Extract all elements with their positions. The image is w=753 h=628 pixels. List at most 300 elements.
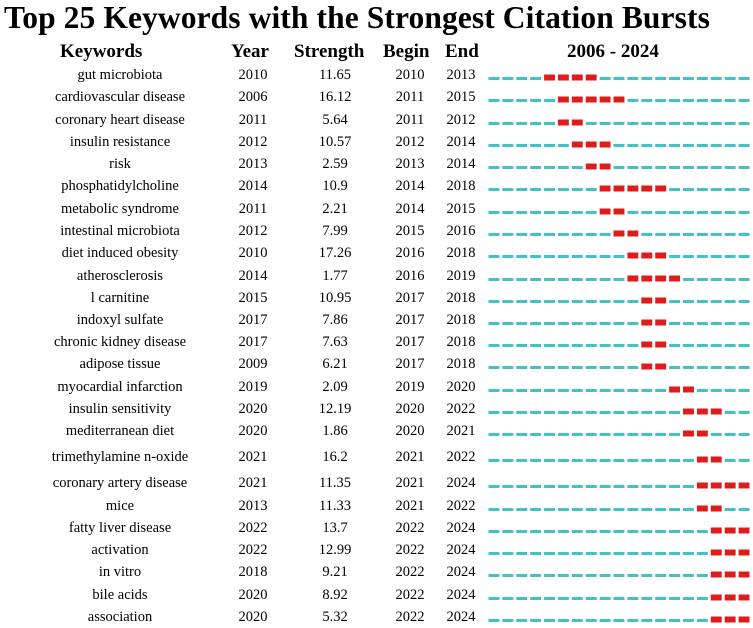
- burst-segment: [655, 253, 666, 259]
- cell-end: 2013: [446, 67, 476, 83]
- cell-year: 2014: [238, 178, 268, 194]
- timeline-segment: [683, 574, 694, 577]
- timeline-segment: [669, 300, 680, 303]
- timeline-segment: [572, 166, 583, 169]
- cell-begin: 2020: [395, 401, 425, 417]
- cell-strength: 11.35: [318, 475, 352, 491]
- timeline-segment: [627, 344, 638, 347]
- timeline-segment: [683, 508, 694, 511]
- timeline-segment: [683, 552, 694, 555]
- timeline-segment: [669, 166, 680, 169]
- timeline-segment: [627, 144, 638, 147]
- burst-segment: [558, 120, 569, 126]
- cell-strength: 12.19: [318, 401, 352, 417]
- burst-segment: [697, 431, 708, 437]
- timeline-segment: [502, 255, 513, 258]
- timeline-segment: [725, 144, 736, 147]
- timeline-segment: [544, 122, 555, 125]
- timeline-segment: [586, 366, 597, 369]
- timeline-segment: [627, 459, 638, 462]
- cell-year: 2020: [238, 401, 268, 417]
- cell-year: 2010: [238, 245, 268, 261]
- timeline-segment: [614, 366, 625, 369]
- cell-year: 2020: [238, 423, 268, 439]
- timeline-segment: [739, 322, 750, 325]
- burst-segment: [725, 483, 736, 489]
- cell-year: 2020: [238, 587, 268, 603]
- cell-begin: 2010: [395, 67, 425, 83]
- cell-strength: 10.95: [318, 290, 352, 306]
- cell-year: 2017: [238, 312, 268, 328]
- timeline-segment: [544, 552, 555, 555]
- timeline-segment: [516, 459, 527, 462]
- timeline-segment: [655, 459, 666, 462]
- timeline-segment: [627, 389, 638, 392]
- cell-year: 2021: [238, 449, 268, 465]
- timeline-segment: [697, 619, 708, 622]
- timeline-segment: [558, 433, 569, 436]
- timeline-segment: [669, 144, 680, 147]
- burst-segment: [683, 387, 694, 393]
- cell-keyword: intestinal microbiota: [60, 223, 180, 239]
- timeline-segment: [516, 300, 527, 303]
- timeline-segment: [627, 619, 638, 622]
- timeline-segment: [544, 619, 555, 622]
- timeline-segment: [489, 144, 500, 147]
- timeline-segment: [544, 99, 555, 102]
- timeline-segment: [544, 188, 555, 191]
- timeline-segment: [502, 233, 513, 236]
- cell-strength: 2.21: [322, 201, 348, 217]
- burst-segment: [711, 550, 722, 556]
- timeline-segment: [669, 459, 680, 462]
- burst-segment: [655, 186, 666, 192]
- cell-keyword: cardiovascular disease: [54, 89, 186, 105]
- timeline-segment: [641, 459, 652, 462]
- cell-strength: 17.26: [318, 245, 352, 261]
- timeline-segment: [627, 574, 638, 577]
- cell-end: 2018: [446, 334, 476, 350]
- timeline-segment: [544, 166, 555, 169]
- timeline-segment: [489, 389, 500, 392]
- cell-end: 2015: [446, 201, 476, 217]
- cell-begin: 2013: [395, 156, 425, 172]
- timeline-segment: [683, 619, 694, 622]
- burst-segment: [669, 276, 680, 282]
- burst-segment: [586, 97, 597, 103]
- cell-end: 2014: [446, 156, 476, 172]
- timeline-segment: [502, 530, 513, 533]
- timeline-segment: [544, 366, 555, 369]
- cell-keyword: risk: [109, 156, 131, 172]
- timeline-segment: [516, 144, 527, 147]
- cell-end: 2024: [446, 587, 476, 603]
- timeline-segment: [739, 77, 750, 80]
- burst-segment: [697, 409, 708, 415]
- timeline-segment: [544, 485, 555, 488]
- burst-segment: [711, 617, 722, 623]
- timeline-segment: [655, 411, 666, 414]
- timeline-segment: [600, 366, 611, 369]
- timeline-segment: [614, 530, 625, 533]
- burst-segment: [627, 186, 638, 192]
- timeline-segment: [711, 433, 722, 436]
- timeline-segment: [614, 411, 625, 414]
- timeline-segment: [697, 366, 708, 369]
- timeline-segment: [558, 574, 569, 577]
- timeline-segment: [516, 433, 527, 436]
- cell-year: 2018: [238, 564, 268, 580]
- cell-keyword: association: [87, 609, 153, 625]
- timeline-segment: [655, 166, 666, 169]
- header-year: Year: [231, 41, 269, 62]
- burst-segment: [711, 409, 722, 415]
- timeline-segment: [489, 99, 500, 102]
- timeline-segment: [586, 255, 597, 258]
- timeline-segment: [711, 166, 722, 169]
- burst-segment: [586, 164, 597, 170]
- timeline-segment: [600, 597, 611, 600]
- cell-year: 2017: [238, 334, 268, 350]
- timeline-segment: [739, 166, 750, 169]
- timeline-segment: [572, 366, 583, 369]
- timeline-segment: [641, 485, 652, 488]
- timeline-segment: [586, 552, 597, 555]
- timeline-segment: [669, 530, 680, 533]
- timeline-segment: [697, 255, 708, 258]
- cell-end: 2020: [446, 379, 476, 395]
- timeline-segment: [558, 459, 569, 462]
- timeline-segment: [655, 122, 666, 125]
- timeline-segment: [739, 211, 750, 214]
- timeline-segment: [669, 508, 680, 511]
- cell-strength: 13.7: [322, 520, 348, 536]
- timeline-segment: [655, 485, 666, 488]
- timeline-segment: [697, 278, 708, 281]
- timeline-segment: [669, 619, 680, 622]
- timeline-segment: [683, 144, 694, 147]
- timeline-segment: [739, 278, 750, 281]
- timeline-segment: [558, 552, 569, 555]
- timeline-segment: [558, 255, 569, 258]
- timeline-segment: [502, 485, 513, 488]
- timeline-segment: [711, 77, 722, 80]
- timeline-segment: [641, 508, 652, 511]
- timeline-segment: [600, 552, 611, 555]
- timeline-segment: [516, 278, 527, 281]
- timeline-segment: [600, 122, 611, 125]
- timeline-segment: [502, 322, 513, 325]
- timeline-segment: [627, 485, 638, 488]
- cell-begin: 2017: [395, 334, 425, 350]
- burst-segment: [600, 186, 611, 192]
- timeline-segment: [739, 389, 750, 392]
- timeline-segment: [683, 366, 694, 369]
- burst-segment: [655, 320, 666, 326]
- timeline-segment: [669, 233, 680, 236]
- cell-begin: 2022: [395, 542, 425, 558]
- timeline-segment: [711, 188, 722, 191]
- burst-segment: [655, 342, 666, 348]
- burst-segment: [600, 97, 611, 103]
- timeline-segment: [725, 366, 736, 369]
- burst-segment: [655, 276, 666, 282]
- burst-segment: [739, 528, 750, 534]
- timeline-segment: [669, 366, 680, 369]
- timeline-segment: [711, 278, 722, 281]
- timeline-segment: [572, 597, 583, 600]
- burst-segment: [558, 75, 569, 81]
- burst-segment: [627, 276, 638, 282]
- cell-year: 2022: [238, 520, 268, 536]
- cell-strength: 2.59: [322, 156, 348, 172]
- timeline-segment: [641, 77, 652, 80]
- timeline-segment: [489, 322, 500, 325]
- timeline-segment: [530, 597, 541, 600]
- burst-segment: [641, 320, 652, 326]
- timeline-segment: [683, 485, 694, 488]
- timeline-segment: [572, 508, 583, 511]
- timeline-segment: [725, 166, 736, 169]
- timeline-segment: [739, 255, 750, 258]
- timeline-segment: [739, 233, 750, 236]
- timeline-segment: [489, 300, 500, 303]
- cell-begin: 2021: [395, 449, 425, 465]
- burst-segment: [725, 550, 736, 556]
- cell-keyword: mediterranean diet: [65, 423, 175, 439]
- timeline-segment: [725, 211, 736, 214]
- cell-keyword: insulin sensitivity: [68, 401, 172, 417]
- timeline-segment: [489, 278, 500, 281]
- timeline-segment: [669, 552, 680, 555]
- timeline-segment: [600, 433, 611, 436]
- burst-segment: [641, 186, 652, 192]
- timeline-segment: [614, 552, 625, 555]
- cell-strength: 16.2: [322, 449, 348, 465]
- cell-keyword: coronary artery disease: [52, 475, 188, 491]
- cell-strength: 12.99: [318, 542, 352, 558]
- timeline-segment: [558, 322, 569, 325]
- timeline-segment: [725, 459, 736, 462]
- timeline-segment: [489, 344, 500, 347]
- timeline-segment: [586, 344, 597, 347]
- timeline-segment: [614, 322, 625, 325]
- cell-year: 2020: [238, 609, 268, 625]
- timeline-segment: [530, 366, 541, 369]
- timeline-segment: [669, 255, 680, 258]
- timeline-segment: [669, 77, 680, 80]
- timeline-segment: [516, 188, 527, 191]
- timeline-segment: [544, 433, 555, 436]
- timeline-segment: [711, 233, 722, 236]
- burst-segment: [614, 186, 625, 192]
- timeline-segment: [572, 530, 583, 533]
- cell-keyword: myocardial infarction: [57, 379, 183, 395]
- timeline-segment: [627, 366, 638, 369]
- timeline-segment: [530, 508, 541, 511]
- timeline-segment: [669, 597, 680, 600]
- cell-strength: 6.21: [322, 356, 348, 372]
- timeline-segment: [641, 166, 652, 169]
- cell-end: 2018: [446, 178, 476, 194]
- timeline-segment: [725, 300, 736, 303]
- cell-keyword: activation: [91, 542, 149, 558]
- timeline-segment: [669, 322, 680, 325]
- timeline-segment: [614, 485, 625, 488]
- timeline-segment: [683, 211, 694, 214]
- timeline-segment: [627, 77, 638, 80]
- timeline-segment: [544, 144, 555, 147]
- burst-segment: [572, 97, 583, 103]
- timeline-segment: [544, 322, 555, 325]
- timeline-segment: [489, 188, 500, 191]
- timeline-segment: [502, 77, 513, 80]
- chart-title: Top 25 Keywords with the Strongest Citation Bursts: [4, 0, 710, 35]
- cell-strength: 16.12: [318, 89, 352, 105]
- timeline-segment: [669, 211, 680, 214]
- timeline-segment: [627, 211, 638, 214]
- timeline-segment: [586, 300, 597, 303]
- cell-end: 2024: [446, 542, 476, 558]
- timeline-segment: [614, 597, 625, 600]
- cell-keyword: metabolic syndrome: [61, 201, 179, 217]
- burst-segment: [683, 431, 694, 437]
- burst-segment: [725, 617, 736, 623]
- timeline-segment: [683, 188, 694, 191]
- timeline-segment: [614, 433, 625, 436]
- timeline-segment: [600, 508, 611, 511]
- timeline-segment: [502, 188, 513, 191]
- timeline-segment: [627, 411, 638, 414]
- timeline-segment: [627, 300, 638, 303]
- timeline-segment: [627, 530, 638, 533]
- timeline-segment: [558, 188, 569, 191]
- cell-keyword: in vitro: [98, 564, 142, 580]
- cell-end: 2021: [446, 423, 476, 439]
- timeline-segment: [572, 619, 583, 622]
- timeline-segment: [502, 411, 513, 414]
- timeline-segment: [572, 552, 583, 555]
- timeline-segment: [572, 278, 583, 281]
- timeline-segment: [516, 99, 527, 102]
- cell-strength: 1.86: [322, 423, 348, 439]
- timeline-segment: [516, 411, 527, 414]
- timeline-segment: [669, 485, 680, 488]
- timeline-segment: [572, 433, 583, 436]
- timeline-segment: [586, 597, 597, 600]
- header-end: End: [445, 41, 479, 62]
- timeline-segment: [530, 188, 541, 191]
- timeline-segment: [586, 389, 597, 392]
- timeline-segment: [516, 77, 527, 80]
- timeline-segment: [683, 99, 694, 102]
- cell-end: 2022: [446, 401, 476, 417]
- timeline-segment: [739, 144, 750, 147]
- timeline-segment: [627, 122, 638, 125]
- burst-segment: [725, 528, 736, 534]
- cell-year: 2013: [238, 498, 268, 514]
- header-keywords: Keywords: [60, 41, 143, 62]
- timeline-segment: [544, 574, 555, 577]
- timeline-segment: [544, 344, 555, 347]
- timeline-segment: [502, 278, 513, 281]
- burst-segment: [641, 342, 652, 348]
- cell-end: 2014: [446, 134, 476, 150]
- timeline-segment: [627, 508, 638, 511]
- timeline-segment: [516, 366, 527, 369]
- burst-segment: [572, 142, 583, 148]
- cell-keyword: chronic kidney disease: [53, 334, 187, 350]
- timeline-segment: [489, 619, 500, 622]
- timeline-segment: [725, 99, 736, 102]
- timeline-segment: [530, 344, 541, 347]
- timeline-segment: [516, 530, 527, 533]
- timeline-segment: [558, 530, 569, 533]
- cell-begin: 2022: [395, 587, 425, 603]
- timeline-segment: [489, 459, 500, 462]
- cell-keyword: atherosclerosis: [76, 268, 164, 284]
- timeline-segment: [544, 508, 555, 511]
- timeline-segment: [489, 597, 500, 600]
- timeline-segment: [516, 619, 527, 622]
- timeline-segment: [697, 188, 708, 191]
- cell-strength: 11.33: [318, 498, 352, 514]
- burst-segment: [586, 142, 597, 148]
- timeline-segment: [572, 389, 583, 392]
- cell-begin: 2019: [395, 379, 425, 395]
- timeline-segment: [544, 300, 555, 303]
- timeline-segment: [502, 508, 513, 511]
- timeline-segment: [641, 144, 652, 147]
- timeline-segment: [530, 389, 541, 392]
- cell-begin: 2022: [395, 609, 425, 625]
- timeline-segment: [739, 459, 750, 462]
- timeline-segment: [489, 366, 500, 369]
- timeline-segment: [627, 166, 638, 169]
- timeline-segment: [683, 344, 694, 347]
- cell-strength: 9.21: [322, 564, 348, 580]
- burst-segment: [697, 506, 708, 512]
- timeline-segment: [725, 188, 736, 191]
- cell-end: 2024: [446, 564, 476, 580]
- timeline-segment: [516, 552, 527, 555]
- timeline-segment: [655, 144, 666, 147]
- timeline-segment: [711, 366, 722, 369]
- timeline-segment: [739, 99, 750, 102]
- timeline-segment: [641, 552, 652, 555]
- burst-segment: [711, 572, 722, 578]
- timeline-segment: [711, 322, 722, 325]
- burst-segment: [711, 457, 722, 463]
- timeline-segment: [586, 233, 597, 236]
- cell-keyword: l carnitine: [90, 290, 150, 306]
- cell-strength: 10.57: [318, 134, 352, 150]
- burst-segment: [711, 506, 722, 512]
- timeline-segment: [586, 619, 597, 622]
- timeline-segment: [530, 322, 541, 325]
- timeline-segment: [669, 574, 680, 577]
- timeline-segment: [530, 144, 541, 147]
- timeline-segment: [558, 344, 569, 347]
- timeline-segment: [544, 233, 555, 236]
- cell-begin: 2017: [395, 356, 425, 372]
- cell-year: 2019: [238, 379, 268, 395]
- timeline-segment: [544, 278, 555, 281]
- timeline-segment: [600, 233, 611, 236]
- cell-end: 2012: [446, 112, 476, 128]
- timeline-segment: [502, 389, 513, 392]
- timeline-segment: [669, 411, 680, 414]
